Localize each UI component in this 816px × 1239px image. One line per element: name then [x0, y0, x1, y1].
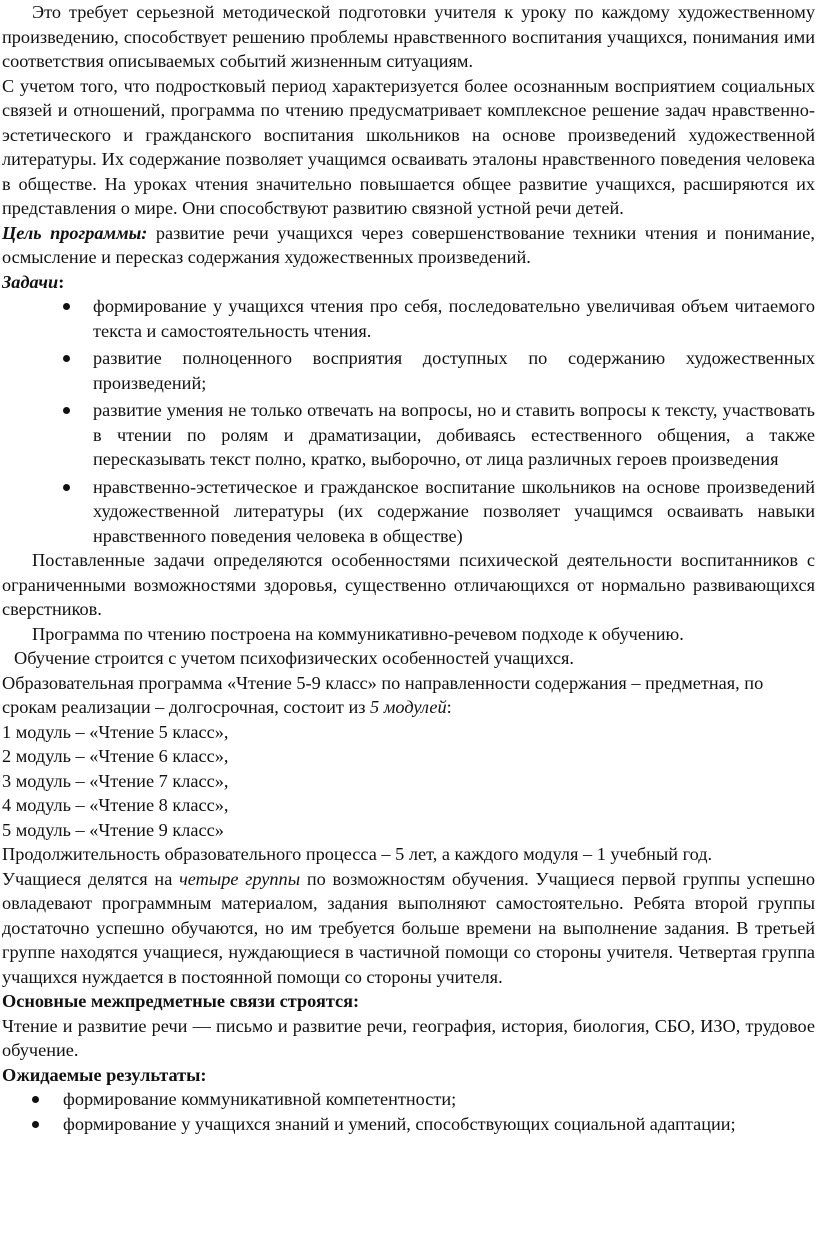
module-item: 1 модуль – «Чтение 5 класс»,	[2, 721, 229, 742]
results-heading: Ожидаемые результаты:	[2, 1064, 207, 1085]
tasks-colon: :	[58, 271, 65, 292]
intro-paragraph: Это требует серьезной методической подготовки учителя к уроку по каждому художественному произведению, способствует решению проблемы нравственного воспитания учащихся, понимания ими соответствия описываемых событий жизненным ситуациям.	[2, 2, 815, 71]
list-item-text: развитие умения не только отвечать на вопросы, но и ставить вопросы к тексту, участвовать в чтении по ролям и драматизации, добиваясь естественного общения, а также пересказывать текст полно, кратко, выборочно, от лица различных героев произведения	[93, 400, 815, 469]
list-item	[2, 475, 815, 549]
list-item	[2, 294, 815, 343]
list-item	[2, 1112, 815, 1137]
groups-text-after: по возможностям обучения. Учащиеся первой группы успешно овладевают программным материалом, задания выполняют самостоятельно. Ребята второй группы достаточно успешно обучаются, но им требуется больше времени на выполнение задания. В третьей группе находятся учащиеся, нуждающиеся в частичной помощи со стороны учителя. Четвертая группа учащихся нуждается в постоянной помощи со стороны учителя.	[2, 868, 816, 987]
tasks-paragraph: Поставленные задачи определяются особенностями психической деятельности воспитанников с ограниченными возможностями здоровья, существенно отличающихся от нормально развивающихся сверстников.	[2, 550, 815, 619]
results-list	[2, 1087, 815, 1136]
tasks-heading	[2, 270, 815, 295]
tasks-list	[2, 294, 815, 548]
period-paragraph: С учетом того, что подростковый период характеризуется более осознанным восприятием социальных связей и отношений, программа по чтению предусматривает комплексное решение задач нравственно-эстетического и гражданского воспитания школьников на основе произведений художественной литературы. Их содержание позволяет учащимся осваивать эталоны нравственного поведения человека в обществе. На уроках чтения значительно повышается общее развитие учащихся, расширяются их представления о мире. Они способствуют развитию связной устной речи детей.	[2, 75, 815, 218]
modules-count: 5 модулей	[370, 697, 447, 717]
list-item-text: нравственно-эстетическое и гражданское воспитание школьников на основе произведений художественной литературы (их содержание позволяет учащимся осваивать навыки нравственного поведения человека в обществе)	[93, 476, 815, 546]
list-item	[2, 1087, 815, 1112]
bullet-icon	[63, 407, 70, 414]
bullet-icon	[32, 1121, 39, 1128]
module-item: 4 модуль – «Чтение 8 класс»,	[2, 795, 229, 815]
learning-paragraph: Обучение строится с учетом психофизических особенностей учащихся.	[14, 648, 574, 668]
list-item	[2, 346, 815, 395]
tasks-label: Задачи	[2, 271, 59, 292]
links-paragraph: Чтение и развитие речи — письмо и развитие речи, география, история, биология, СБО, ИЗО, трудовое обучение.	[2, 1015, 815, 1060]
goal-label: Цель программы:	[2, 222, 148, 243]
module-item: 5 модуль – «Чтение 9 класс»	[2, 819, 224, 840]
goal-text: развитие речи учащихся через совершенствование техники чтения и понимание, осмысление и пересказ содержания художественных произведений.	[2, 222, 815, 267]
list-item-text: развитие полноценного восприятия доступных по содержанию художественных произведений;	[93, 348, 815, 393]
groups-paragraph	[2, 867, 815, 990]
modules-list	[2, 720, 815, 843]
bullet-icon	[32, 1096, 39, 1103]
module-item: 2 модуль – «Чтение 6 класс»,	[2, 746, 229, 766]
list-item-text: формирование у учащихся знаний и умений, способствующих социальной адаптации;	[63, 1113, 736, 1134]
groups-text-before: Учащиеся делятся на	[2, 868, 180, 889]
links-heading: Основные межпредметные связи строятся:	[2, 991, 360, 1011]
module-item: 3 модуль – «Чтение 7 класс»,	[2, 770, 229, 791]
groups-emphasis: четыре группы	[179, 868, 301, 889]
bullet-icon	[63, 355, 70, 362]
approach-paragraph: Программа по чтению построена на коммуникативно-речевом подходе к обучению.	[32, 623, 684, 644]
duration-paragraph: Продолжительность образовательного процесса – 5 лет, а каждого модуля – 1 учебный год.	[2, 844, 713, 864]
goal-paragraph	[2, 221, 815, 270]
program-colon: :	[446, 697, 452, 717]
program-paragraph	[2, 671, 815, 720]
bullet-icon	[63, 303, 70, 310]
list-item-text: формирование коммуникативной компетентности;	[63, 1089, 457, 1109]
program-text: Образовательная программа «Чтение 5-9 класс» по направленности содержания – предметная, по срокам реализации – долгосрочная, состоит из	[2, 672, 764, 717]
list-item-text: формирование у учащихся чтения про себя, последовательно увеличивая объем читаемого текста и самостоятельность чтения.	[93, 296, 815, 341]
bullet-icon	[63, 484, 70, 491]
list-item	[2, 398, 815, 472]
